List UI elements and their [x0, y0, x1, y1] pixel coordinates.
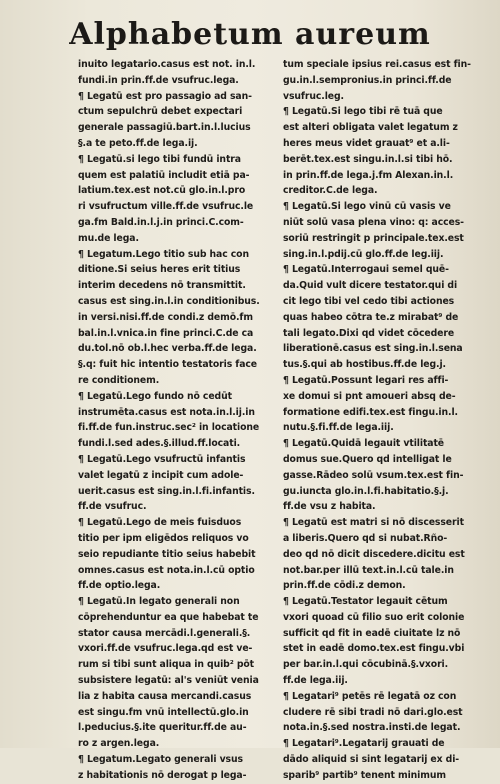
text-line: casus est sing.in.l.in conditionibus. — [78, 295, 260, 307]
text-line: ff.de lega.iij. — [283, 675, 348, 687]
text-line: sufficit qd fit in eadē ciuitate lz nō — [283, 627, 461, 639]
text-line: ¶ Legatū.si lego tibi fundū intra — [78, 153, 241, 165]
text-line: ¶ Legatum.Legato generali vsus — [78, 754, 243, 766]
text-line: ¶ Legatū.Quidā legauit vtilitatē — [283, 438, 445, 450]
text-line: in prin.ff.de lega.j.fm Alexan.in.l. — [283, 169, 454, 181]
text-line: a liberis.Quero qd si nubat.Rño- — [283, 532, 448, 544]
text-line: not.bar.per illū text.in.l.cū tale.in — [283, 564, 454, 576]
text-line: ¶ Legatari⁹ petēs rē legatā oz con — [283, 690, 457, 702]
text-line: vxori.ff.de vsufruc.lega.qd est ve- — [78, 643, 253, 655]
text-line: in versi.nisi.ff.de condi.z demō.fm — [78, 311, 253, 323]
text-line: ¶ Legatū.Si lego vinū cū vasis ve — [283, 201, 451, 213]
text-line: §.a te peto.ff.de lega.ij. — [78, 137, 198, 149]
text-line: vxori quoad cū filio suo erit colonie — [283, 611, 465, 623]
text-line: ¶ Legatū.Possunt legari res affi- — [283, 374, 449, 386]
text-line: valet legatū z incipit cum adole- — [78, 469, 244, 481]
text-line: ff.de optio.lega. — [78, 580, 161, 592]
text-line: uerit.casus est sing.in.l.fi.infantis. — [78, 485, 255, 497]
text-line: fi.ff.de fun.instruc.sec² in locatione — [78, 422, 260, 434]
text-line: mu.de lega. — [78, 232, 139, 244]
text-line: interim decedens nō transmittit. — [78, 280, 246, 292]
text-line: formatione edifi.tex.est fingu.in.l. — [283, 406, 458, 418]
text-line: tali legato.Dixi qd videt cōcedere — [283, 327, 455, 339]
text-line: stator causa mercādi.l.generali.§. — [78, 627, 251, 639]
text-line: seio repudiante titio seius habebit — [78, 548, 256, 560]
text-line: latium.tex.est not.cū glo.in.l.pro — [78, 185, 246, 197]
text-line: dādo aliquid si sint legatarij ex di- — [283, 754, 460, 766]
text-line: instrumēta.casus est nota.in.l.ij.in — [78, 406, 255, 418]
text-line: fundi.l.sed ades.§.illud.ff.locati. — [78, 438, 241, 450]
text-line: prin.ff.de cōdi.z demon. — [283, 580, 406, 592]
text-line: titio per ipm eligēdos reliquos vo — [78, 532, 249, 544]
text-line: deo qd nō dicit discedere.dicitu est — [283, 548, 465, 560]
text-line: domus sue.Quero qd intelligat le — [283, 453, 452, 465]
text-line: fundi.in prin.ff.de vsufruc.lega. — [78, 74, 239, 86]
text-line: du.tol.nō ob.l.hec verba.ff.de lega. — [78, 343, 257, 355]
text-line: subsistere legatū: al's veniūt venia — [78, 675, 259, 687]
text-line: soriū restringit p principale.tex.est — [283, 232, 464, 244]
text-line: z habitationis nō derogat p lega- — [78, 769, 247, 781]
text-line: per bar.in.l.qui cōcubinā.§.vxori. — [283, 659, 449, 671]
text-line: sing.in.l.pdij.cū glo.ff.de leg.iij. — [283, 248, 444, 260]
text-line: lia z habita causa mercandi.casus — [78, 690, 252, 702]
text-line: rum si tibi sunt aliqua in quib² pōt — [78, 659, 255, 671]
text-line: est singu.fm vnū intellectū.glo.in — [78, 706, 249, 718]
text-line: ¶ Legatū.In legato generali non — [78, 596, 240, 608]
text-line: stet in eadē domo.tex.est fingu.vbi — [283, 643, 465, 655]
text-line: est alteri obligata valet legatum z — [283, 122, 458, 134]
text-line: ¶ Legatū.Testator legauit cētum — [283, 596, 448, 608]
text-line: gu.iuncta glo.in.l.fi.habitatio.§.j. — [283, 485, 449, 497]
text-line: ¶ Legatū.Lego de meis fuisduos — [78, 517, 242, 529]
text-line: xe domui si pnt amoueri absq de- — [283, 390, 456, 402]
text-line: ¶ Legatari⁹.Legatarij grauati de — [283, 738, 445, 750]
text-line: sparib⁹ partib⁹ tenent minimum — [283, 769, 446, 781]
text-line: liberationē.casus est sing.in.l.sena — [283, 343, 463, 355]
text-line: ro z argen.lega. — [78, 738, 160, 750]
text-line: berēt.tex.est singu.in.l.si tibi hō. — [283, 153, 453, 165]
text-line: tus.§.qui ab hostibus.ff.de leg.j. — [283, 359, 446, 371]
text-line: omnes.casus est nota.in.l.cū optio — [78, 564, 255, 576]
text-line: ¶ Legatū est pro passagio ad san- — [78, 90, 252, 102]
text-line: nutu.§.fi.ff.de lega.iij. — [283, 422, 394, 434]
text-line: generale passagiū.bart.in.l.lucius — [78, 122, 251, 134]
text-line: ctum sepulchrū debet expectari — [78, 106, 243, 118]
text-line: quas habeo cōtra te.z mirabat⁹ de — [283, 311, 459, 323]
text-line: nota.in.§.sed nostra.insti.de legat. — [283, 722, 461, 734]
text-line: tum speciale ipsius rei.casus est fin- — [283, 59, 471, 70]
text-line: niūt solū vasa plena vino: q: acces- — [283, 216, 464, 228]
text-line: creditor.C.de lega. — [283, 185, 378, 197]
text-line: ff.de vsufruc. — [78, 501, 147, 513]
text-line: bal.in.l.vnica.in fine princi.C.de ca — [78, 327, 254, 339]
page-title: Alphabetum aureum — [69, 17, 431, 52]
text-line: vsufruc.leg. — [283, 90, 344, 102]
text-line: gu.in.l.sempronius.in princi.ff.de — [283, 74, 452, 86]
text-line: ¶ Legatum.Lego titio sub hac con — [78, 248, 249, 260]
text-line: re conditionem. — [78, 374, 160, 386]
text-line: cōprehenduntur ea que habebat te — [78, 611, 259, 623]
text-line: ¶ Legatū.Lego vsufructū infantis — [78, 453, 246, 465]
text-column-left — [78, 57, 274, 784]
text-line: inuito legatario.casus est not. in.l. — [78, 59, 256, 70]
text-line: l.peducius.§.ite queritur.ff.de au- — [78, 722, 247, 734]
text-line: ¶ Legatū.Interrogaui semel quē- — [283, 264, 449, 276]
text-line: ¶ Legatū.Lego fundo nō cedūt — [78, 390, 232, 402]
text-line: da.Quid vult dicere testator.qui di — [283, 280, 458, 292]
text-line: ri vsufructum ville.ff.de vsufruc.le — [78, 201, 254, 213]
text-column-right — [283, 57, 483, 784]
text-line: ga.fm Bald.in.l.j.in princi.C.com- — [78, 216, 244, 228]
text-line: heres meus videt grauat⁹ et a.li- — [283, 137, 450, 149]
text-line: §.q: fuit hic intentio testatoris face — [78, 359, 258, 371]
text-line: quem est palatiū includit etiā pa- — [78, 169, 250, 181]
text-line: ff.de vsu z habita. — [283, 501, 376, 513]
text-line: ¶ Legatū est matri si nō discesserit — [283, 517, 464, 529]
text-line: ditione.Si seius heres erit titius — [78, 264, 241, 276]
text-line: gasse.Rādeo solū vsum.tex.est fin- — [283, 469, 464, 481]
text-line: ¶ Legatū.Si lego tibi rē tuā que — [283, 106, 443, 118]
text-line: cludere rē sibi tradi nō dari.glo.est — [283, 706, 463, 718]
text-line: cit lego tibi vel cedo tibi actiones — [283, 295, 455, 307]
